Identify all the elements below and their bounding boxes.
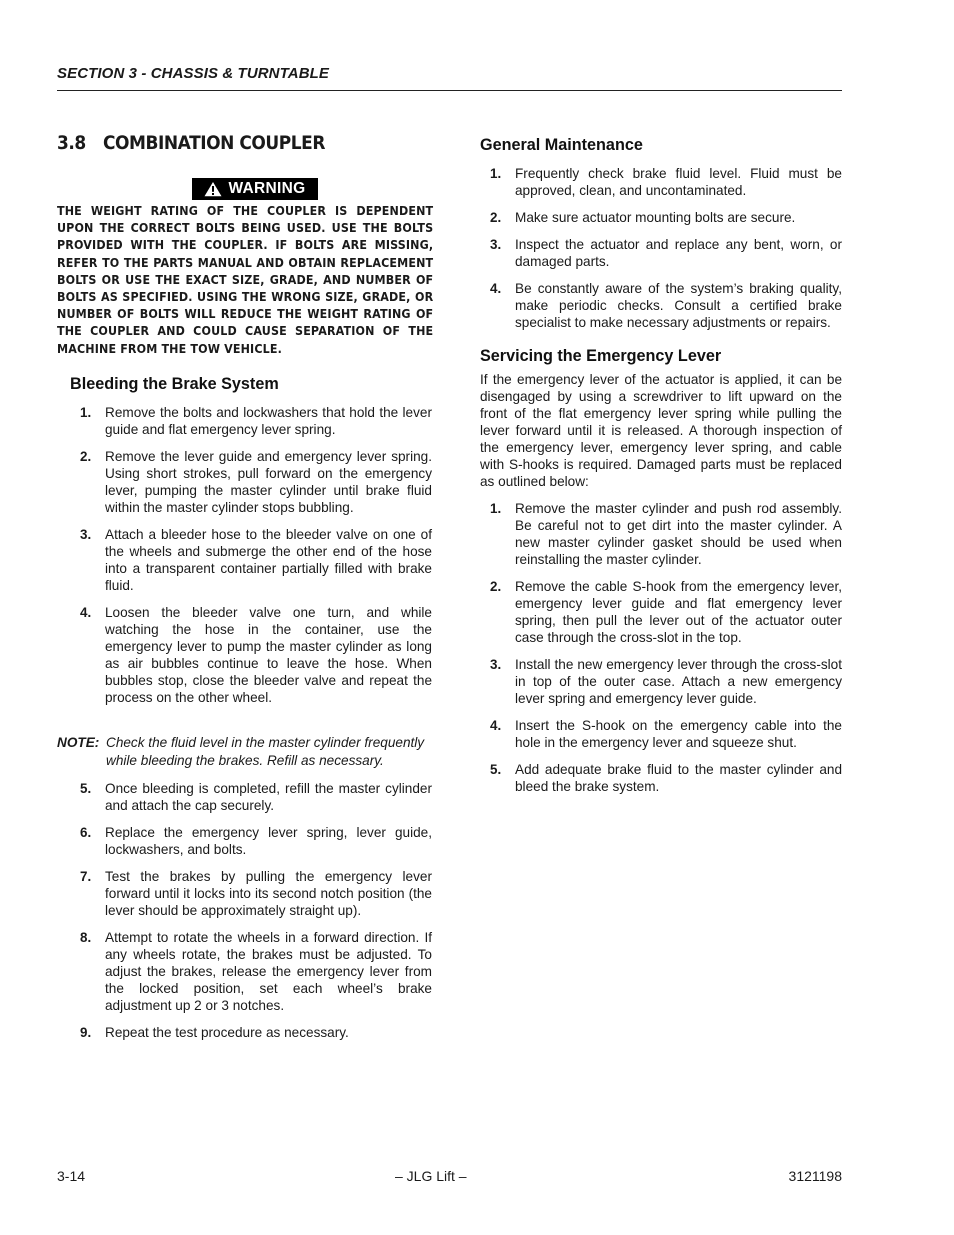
section-heading — [57, 133, 325, 154]
list-item-number: 9. — [80, 1025, 92, 1040]
list-item — [490, 500, 842, 568]
list-item-text: Inspect the actuator and replace any bent, worn, or damaged parts. — [515, 237, 842, 269]
page-footer — [57, 1168, 842, 1188]
document-number: 3121198 — [788, 1168, 842, 1184]
bleeding-steps-list — [80, 404, 432, 716]
note-label: NOTE: — [57, 735, 100, 750]
list-item-number: 8. — [80, 930, 92, 945]
list-item-number: 2. — [490, 210, 502, 225]
list-item — [490, 209, 842, 226]
list-item-text: Test the brakes by pulling the emergency lever forward until it locks into its second notch position (the lever should be approximately straight up). — [105, 869, 432, 918]
list-item-number: 1. — [490, 166, 502, 181]
servicing-intro: If the emergency lever of the actuator is applied, it can be disengaged by using a screwdriver to lift upward on the front of the flat emergency lever spring while pulling the lever forward until it is released. A thorough inspection of the emergency lever, emergency lever spring, and cable with S-hooks is required. Damaged parts must be replaced as outlined below: — [480, 372, 842, 489]
general-maintenance-list — [490, 165, 842, 341]
list-item-text: Be constantly aware of the system’s braking quality, make periodic checks. Consult a certified brake specialist to make necessary adjustments or repairs. — [515, 281, 842, 330]
warning-label: WARNING — [228, 180, 306, 197]
list-item-number: 6. — [80, 825, 92, 840]
list-item-number: 1. — [80, 405, 92, 420]
list-item-number: 2. — [490, 579, 502, 594]
list-item — [490, 717, 842, 751]
list-item — [490, 656, 842, 707]
warning-text — [57, 203, 433, 358]
warning-badge — [192, 178, 318, 200]
list-item-text: Frequently check brake fluid level. Fluid must be approved, clean, and uncontaminated. — [515, 166, 842, 198]
list-item — [80, 824, 432, 858]
list-item-text: Add adequate brake fluid to the master cylinder and bleed the brake system. — [515, 762, 842, 794]
list-item-number: 4. — [490, 718, 502, 733]
list-item-text: Install the new emergency lever through the cross-slot in top of the outer case. Attach a new emergency lever spring and emergency lever guide. — [515, 657, 842, 706]
list-item — [490, 761, 842, 795]
list-item-number: 3. — [490, 237, 502, 252]
page-number: 3-14 — [57, 1168, 86, 1184]
list-item-text: Replace the emergency lever spring, lever guide, lockwashers, and bolts. — [105, 825, 432, 857]
list-item-number: 3. — [80, 527, 92, 542]
servicing-steps-list — [490, 500, 842, 805]
list-item-text: Once bleeding is completed, refill the master cylinder and attach the cap securely. — [105, 781, 432, 813]
general-maintenance-heading: General Maintenance — [480, 136, 643, 154]
list-item-text: Repeat the test procedure as necessary. — [105, 1025, 349, 1040]
list-item-number: 2. — [80, 449, 92, 464]
list-item — [80, 526, 432, 594]
list-item — [490, 236, 842, 270]
list-item — [490, 280, 842, 331]
list-item-text: Remove the lever guide and emergency lever spring. Using short strokes, pull forward on the emergency lever, pumping the master cylinder until brake fluid within the master cylinder stops bubbling. — [105, 449, 432, 515]
list-item — [80, 868, 432, 919]
list-item — [80, 404, 432, 438]
list-item — [490, 165, 842, 199]
note-text: Check the fluid level in the master cylinder frequently while bleeding the brakes. Refill as necessary. — [106, 735, 425, 768]
list-item — [80, 780, 432, 814]
list-item-number: 7. — [80, 869, 92, 884]
list-item-text: Attempt to rotate the wheels in a forward direction. If any wheels rotate, the brakes must be adjusted. To adjust the brakes, release the emergency lever from the locked position, set each wheel’s brake adjustment up 2 or 3 notches. — [105, 930, 432, 1013]
note-block — [57, 734, 433, 769]
list-item-text: Remove the cable S-hook from the emergency lever, emergency lever guide and flat emergency lever spring, then pull the lever out of the actuator outer case through the cross-slot in the top. — [515, 579, 842, 645]
list-item — [80, 604, 432, 706]
section-number: 3.8 — [57, 133, 86, 154]
list-item-number: 4. — [490, 281, 502, 296]
list-item-text: Loosen the bleeder valve one turn, and while watching the hose in the container, use the emergency lever to pump the master cylinder as long as air bubbles continue to leave the hose. When bubbles stop, close the bleeder valve and repeat the process on the other wheel. — [105, 605, 432, 705]
list-item — [80, 929, 432, 1014]
bleeding-heading: Bleeding the Brake System — [70, 375, 279, 393]
list-item-number: 5. — [80, 781, 92, 796]
section-title: COMBINATION COUPLER — [103, 133, 325, 154]
list-item-number: 1. — [490, 501, 502, 516]
list-item-text: Make sure actuator mounting bolts are secure. — [515, 210, 796, 225]
list-item-text: Remove the master cylinder and push rod assembly. Be careful not to get dirt into the master cylinder. A new master cylinder gasket should be used when reinstalling the master cylinder. — [515, 501, 842, 567]
list-item — [80, 1024, 432, 1041]
servicing-heading: Servicing the Emergency Lever — [480, 347, 722, 365]
warning-triangle-icon — [204, 181, 222, 197]
warning-text-body: THE WEIGHT RATING OF THE COUPLER IS DEPENDENT UPON THE CORRECT BOLTS BEING USED. USE THE BOLTS PROVIDED WITH THE COUPLER. IF BOLTS ARE MISSING, REFER TO THE PARTS MANUAL AND OBTAIN REPLACEMENT BOLTS OR USE THE EXACT SIZE, GRADE, AND NUMBER OF BOLTS AS SPECIFIED. USING THE WRONG SIZE, GRADE, OR NUMBER OF BOLTS WILL REDUCE THE WEIGHT RATING OF THE COUPLER AND COULD CAUSE SEPARATION OF THE MACHINE FROM THE TOW VEHICLE. — [57, 204, 434, 356]
footer-brand: – JLG Lift – — [395, 1168, 467, 1184]
section-header-title: SECTION 3 - CHASSIS & TURNTABLE — [57, 65, 330, 82]
list-item — [490, 578, 842, 646]
list-item — [80, 448, 432, 516]
list-item-number: 5. — [490, 762, 502, 777]
page-header — [57, 64, 842, 91]
list-item-number: 4. — [80, 605, 92, 620]
list-item-text: Insert the S-hook on the emergency cable into the hole in the emergency lever and squeeze shut. — [515, 718, 842, 750]
list-item-number: 3. — [490, 657, 502, 672]
bleeding-steps-list-continued — [80, 780, 432, 1051]
list-item-text: Remove the bolts and lockwashers that hold the lever guide and flat emergency lever spring. — [105, 405, 432, 437]
list-item-text: Attach a bleeder hose to the bleeder valve on one of the wheels and submerge the other end of the hose into a transparent container partially filled with brake fluid. — [105, 527, 432, 593]
